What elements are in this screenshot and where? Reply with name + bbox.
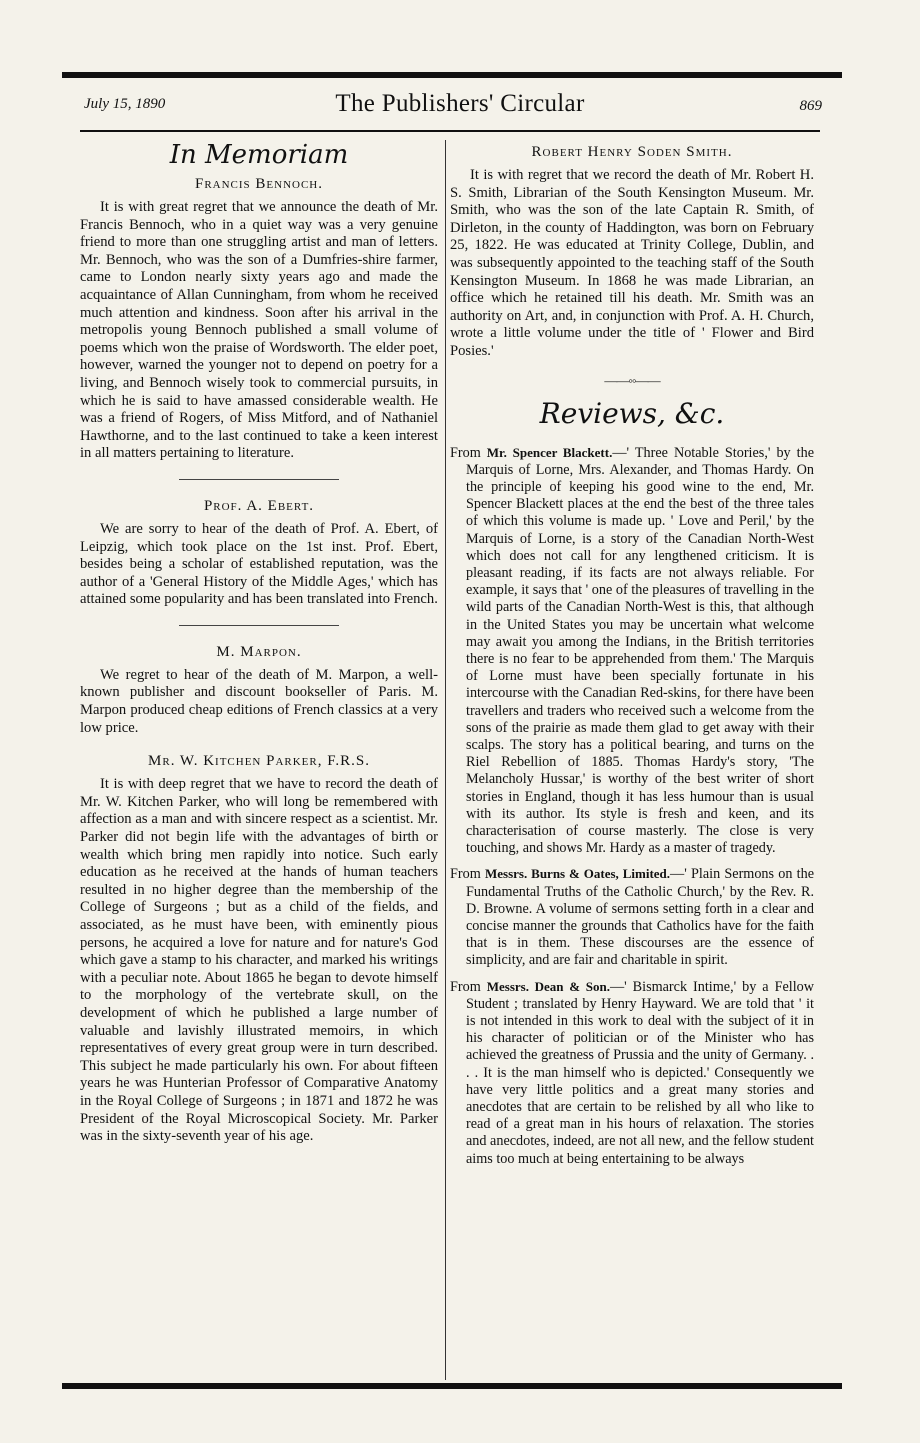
obituary-text: It is with deep regret that we have to record the death of Mr. W. Kitchen Parker, who will long be remembered with affection as a man and with sincere respect as a scientist. Mr. Parker did not begin life with the advantages of birth or wealth which bring men rapidly into notice. Such early education as he received at the hands of human teachers resulted in no higher degree than the membership of the College of Surgeons ; but as a child of the fields, and associated, as he must have been, with eminently pious persons, he acquired a love for nature and for nature's God which gave a stamp to his character, and marked his writings with a peculiar note. About 1865 he began to devote himself to the morphology of the vertebrate skull, on the development of which he published a large number of valuable and lavishly illustrated memoirs, in which representatives of every great group were in turn described. This subject he made particularly his own. For about fifteen years he was Hunterian Professor of Comparative Anatomy in the Royal College of Surgeons ; in 1871 and 1872 he was President of the Royal Microscopical Society. Mr. Parker was in the sixty-seventh year of his age. [80,776,438,1145]
page-number: 869 [799,98,822,114]
bottom-border-rule [62,1383,842,1389]
obituary-name: Robert Henry Soden Smith. [531,144,733,160]
reviews-heading: Reviews, &c. [539,396,725,430]
ornament-divider: ——◦◦—— [604,372,660,388]
obituary-name: M. Marpon. [216,643,302,660]
obituary-name: Mr. W. Kitchen Parker, F.R.S. [148,753,370,770]
obituary-text: It is with regret that we record the death of Mr. Robert H. S. Smith, Librarian of the South Kensington Museum. Mr. Smith, who was the son of the late Captain R. Smith, of Dirleton, in the county of Haddington, was born on February 25, 1822. He was educated at Trinity College, Dublin, and was subsequently appointed to the teaching staff of the South Kensington Museum. In 1868 he was made Librarian, an office which he retained till his death. Mr. Smith was an authority on Art, and, in conjunction with Prof. A. H. Church, wrote a little volume under the title of ' Flower and Bird Posies.' [450,167,814,359]
in-memoriam-heading: In Memoriam [169,140,349,170]
obituary-text: We are sorry to hear of the death of Prof. A. Ebert, of Leipzig, which took place on the 1st inst. Prof. Ebert, besides being a scholar of established reputation, was the author of a 'General History of the Middle Ages,' which has attained some popularity and has been translated into French. [80,520,438,608]
obituary-text: It is with great regret that we announce the death of Mr. Francis Bennoch, who in a quiet way was a very genuine friend to more than one struggling artist and man of letters. Mr. Bennoch, who was the son of a Dumfries-shire farmer, came to London nearly sixty years ago and made the acquaintance of Allan Cunningham, from whom he received much attention and kindness. Soon after his arrival in the metropolis young Bennoch published a small volume of poems which won the praise of Wordsworth. The elder poet, however, warned the younger not to depend on poetry for a living, and Bennoch wisely took to commercial pursuits, in which he is said to have amassed considerable wealth. He was a friend of Rogers, of Miss Mitford, and of Nathaniel Hawthorne, and to the last continued to take a keen interest in all matters pertaining to literature. [80,199,438,462]
obituary-name: Prof. A. Ebert. [203,497,315,514]
review-text: —' Plain Sermons on the Fundamental Truths of the Catholic Church,' by the Rev. R. D. Browne. A volume of sermons setting forth in a clear and concise manner the grounds that Catholics have for the faith that is in them. These discourses are the essence of simplicity, and are fair and charitable in spirit. [466,866,814,969]
section-separator [179,479,339,480]
review-entry [450,978,814,1168]
review-publisher: Messrs. Burns & Oates, Limited. [484,866,671,882]
review-from: From [450,444,481,461]
review-entry [450,865,814,969]
publication-title: The Publishers' Circular [335,90,585,117]
left-column [80,140,438,1146]
review-publisher: Messrs. Dean & Son. [486,978,610,994]
section-separator [179,625,339,626]
review-text: —' Bismarck Intime,' by a Fellow Student ; translated by Henry Hayward. We are told that ' it is not intended in this work to deal with the subject of it in his character of politician or of the Minister who has achieved the greatness of Prussia and the unity of Germany. . . . It is the man himself who is depicted.' Consequently we have very little politics and a great many stories and anecdotes that are certain to be relished by all who like to read of a great man in his hours of relaxation. The stories and anecdotes, indeed, are not all new, and the fellow student aims too much at being entertaining to be always [466,978,814,1167]
review-entry [450,444,814,858]
header-underline-rule [80,130,820,132]
review-publisher: Mr. Spencer Blackett. [486,444,613,460]
review-text: —' Three Notable Stories,' by the Marquis of Lorne, Mrs. Alexander, and Thomas Hardy. On the principle of keeping his good wine to the end, Mr. Spencer Blackett places at the end the best of the three tales of which this volume is made up. ' Love and Peril,' by the Marquis of Lorne, is a story of the Canadian North-West which does not call for any lengthened criticism. It is pleasant reading, if its facts are not always reliable. For example, it says that ' one of the pleasures of travelling in the wild parts of the Canadian North-West is this, that although in the United States you may be uncertain what welcome may await you among the Indians, in the British territories there is no fear to be apprehended from them.' The Marquis of Lorne must have been specially fortunate in his intercourse with the Canadian Red-skins, for there have been travellers and traders who received such a welcome from the sons of the prairie as made them glad to get away with their scalps. The story has a political bearing, and turns on the Riel Rebellion of 1885. Thomas Hardy's story, 'The Melancholy Hussar,' is worthy of the best writer of short stories in England, though it has less humour than is usual with its author. Its style is fresh and keen, and its characterisation of course masterly. The close is very touching, and shows Mr. Hardy as a master of tragedy. [466,444,815,857]
column-divider [445,140,446,1380]
issue-date: July 15, 1890 [84,96,166,112]
review-from: From [450,978,481,995]
right-column [450,140,814,1176]
top-border-rule [62,72,842,78]
obituary-text: We regret to hear of the death of M. Marpon, a well-known publisher and discount bookseller of Paris. M. Marpon produced cheap editions of French classics at a very low price. [80,666,438,736]
obituary-name: Francis Bennoch. [194,176,324,192]
review-from: From [450,866,481,883]
